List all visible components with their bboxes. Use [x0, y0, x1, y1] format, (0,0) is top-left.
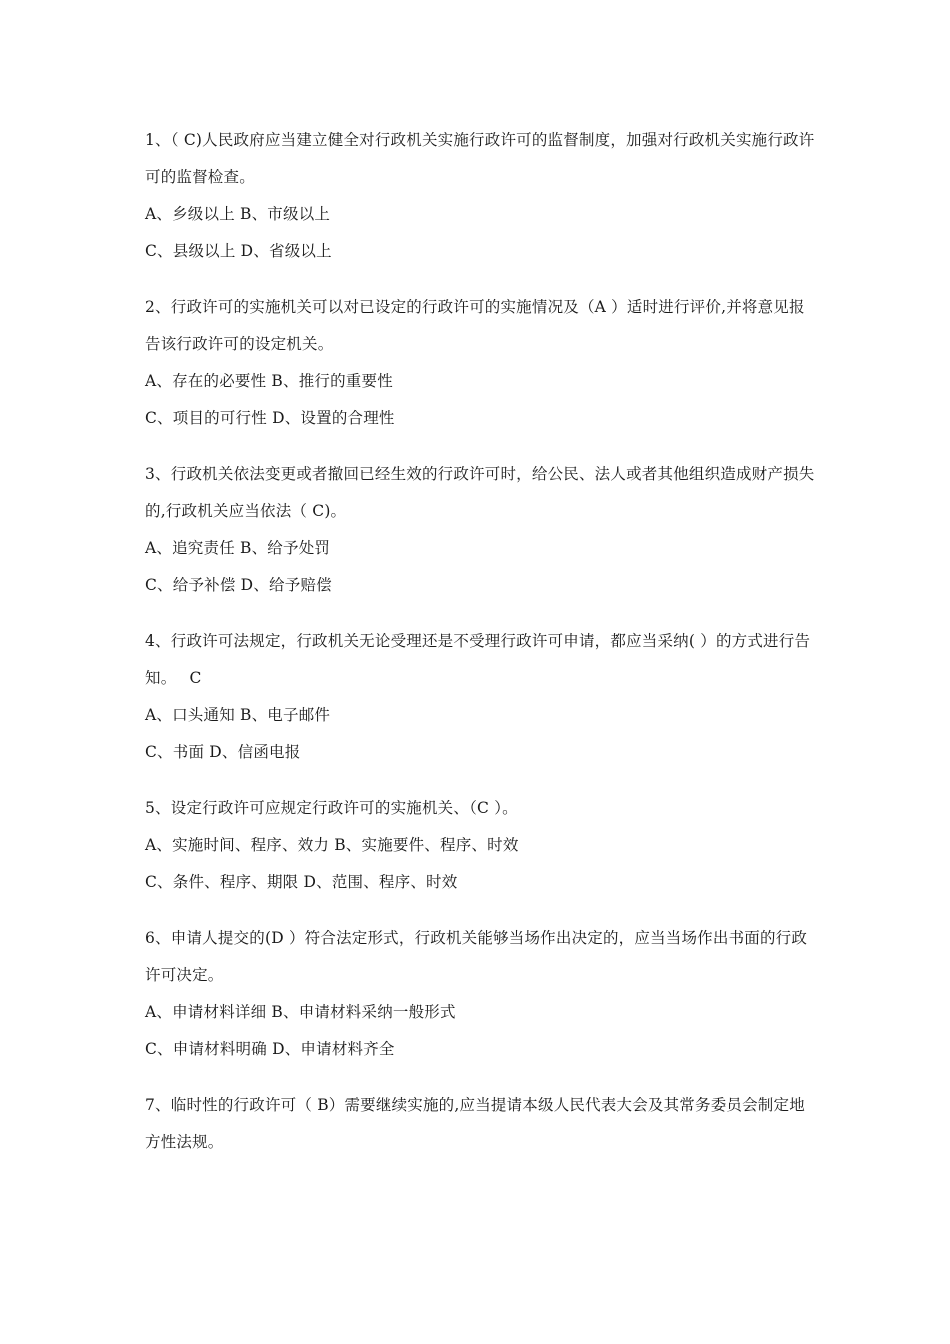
question-text: 5、设定行政许可应规定行政许可的实施机关、（C ）。	[145, 799, 518, 817]
option-line: C、项目的可行性 D、设置的合理性	[145, 409, 395, 427]
question-1	[145, 122, 815, 270]
option-line: C、给予补偿 D、给予赔偿	[145, 576, 332, 594]
question-text: 1、（ C)人民政府应当建立健全对行政机关实施行政许可的监督制度，加强对行政机关实施行政许可的监督检查。	[145, 131, 815, 186]
question-text: 3、行政机关依法变更或者撤回已经生效的行政许可时，给公民、法人或者其他组织造成财产损失的,行政机关应当依法（ C)。	[145, 465, 815, 520]
question-4	[145, 623, 815, 771]
option-line: A、口头通知 B、电子邮件	[145, 706, 331, 724]
question-5	[145, 790, 815, 901]
option-line: A、实施时间、程序、效力 B、实施要件、程序、时效	[145, 836, 519, 854]
option-line: C、条件、程序、期限 D、范围、程序、时效	[145, 873, 458, 891]
question-2	[145, 289, 815, 437]
option-line: C、书面 D、信函电报	[145, 743, 301, 761]
question-text: 6、申请人提交的(D ）符合法定形式，行政机关能够当场作出决定的，应当当场作出书面的行政许可决定。	[145, 929, 808, 984]
question-list	[145, 122, 815, 1180]
option-line: C、县级以上 D、省级以上	[145, 242, 332, 260]
option-line: A、追究责任 B、给予处罚	[145, 539, 331, 557]
option-line: A、存在的必要性 B、推行的重要性	[145, 372, 393, 390]
question-text: 7、临时性的行政许可（ B）需要继续实施的,应当提请本级人民代表大会及其常务委员会制定地方性法规。	[145, 1096, 805, 1151]
question-text: 4、行政许可法规定，行政机关无论受理还是不受理行政许可申请，都应当采纳( ）的方式进行告知。 C	[145, 632, 811, 687]
question-6	[145, 920, 815, 1068]
option-line: A、申请材料详细 B、申请材料采纳一般形式	[145, 1003, 456, 1021]
question-3	[145, 456, 815, 604]
option-line: C、申请材料明确 D、申请材料齐全	[145, 1040, 395, 1058]
question-7	[145, 1087, 815, 1161]
question-text: 2、行政许可的实施机关可以对已设定的行政许可的实施情况及（A ）适时进行评价,并将意见报告该行政许可的设定机关。	[145, 298, 805, 353]
option-line: A、乡级以上 B、市级以上	[145, 205, 331, 223]
